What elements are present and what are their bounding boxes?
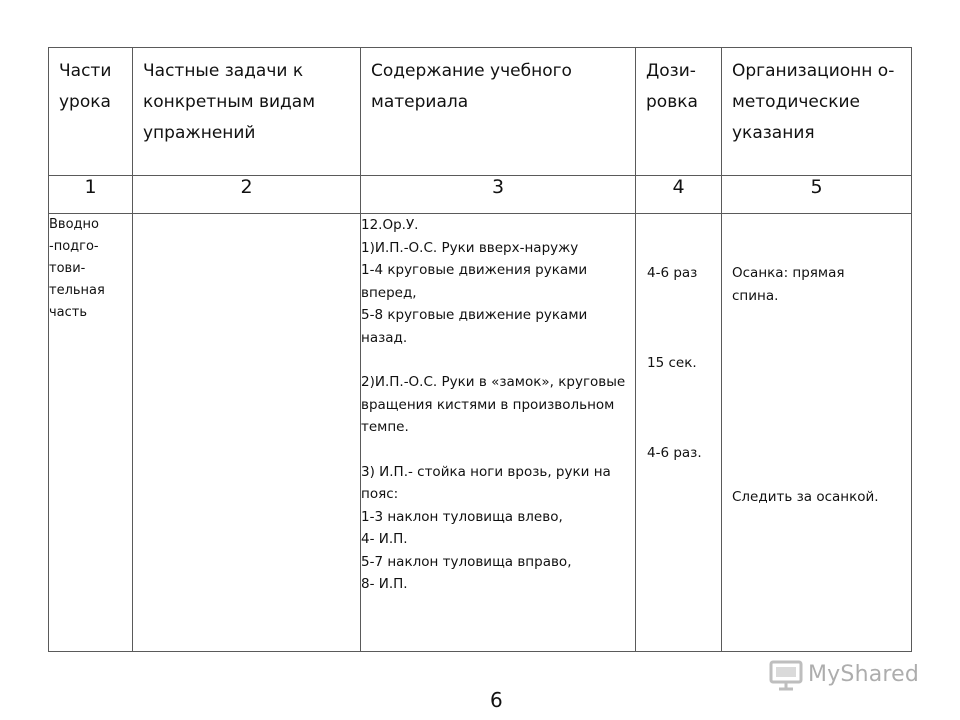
tasks-cell bbox=[133, 214, 361, 652]
part-line: часть bbox=[49, 305, 88, 320]
watermark-text: MyShared bbox=[808, 661, 920, 687]
column-number: 1 bbox=[49, 176, 133, 214]
page-number: 6 bbox=[490, 688, 503, 712]
presentation-screen-icon bbox=[768, 656, 804, 692]
header-cell bbox=[49, 48, 133, 176]
dosage-cell bbox=[636, 214, 722, 652]
column-number: 3 bbox=[361, 176, 636, 214]
content-line: 5-7 наклон туловища вправо, bbox=[361, 553, 572, 570]
header-content: Содержание учебного материала bbox=[371, 61, 572, 112]
dosage-value: 15 сек. bbox=[647, 355, 697, 371]
header-row bbox=[49, 48, 912, 176]
header-tasks: Частные задачи к конкретным видам упражнений bbox=[143, 61, 316, 143]
lesson-plan-table bbox=[48, 47, 912, 652]
part-line: Вводно bbox=[49, 217, 99, 232]
content-line: 2)И.П.-О.С. Руки в «замок», круговые вращения кистями в произвольном темпе. bbox=[361, 374, 626, 435]
header-part: Части урока bbox=[59, 61, 112, 112]
content-line: 8- И.П. bbox=[361, 576, 408, 592]
content-gap bbox=[361, 439, 635, 461]
column-number: 4 bbox=[636, 176, 722, 214]
column-number: 5 bbox=[722, 176, 912, 214]
content-line: 4- И.П. bbox=[361, 531, 408, 547]
table-row bbox=[49, 214, 912, 652]
content-line: 1-3 наклон туловища влево, bbox=[361, 508, 563, 525]
part-line: -подго- bbox=[49, 239, 99, 254]
notes-cell bbox=[722, 214, 912, 652]
column-number: 2 bbox=[133, 176, 361, 214]
header-cell bbox=[722, 48, 912, 176]
header-cell bbox=[636, 48, 722, 176]
dosage-value: 4-6 раз. bbox=[647, 445, 702, 461]
column-number-row bbox=[49, 176, 912, 214]
dosage-value: 4-6 раз bbox=[647, 265, 698, 281]
content-line: 12.Ор.У. bbox=[361, 217, 419, 233]
content-line: 1)И.П.-О.С. Руки вверх-наружу bbox=[361, 239, 579, 256]
part-cell bbox=[49, 214, 133, 652]
header-cell bbox=[133, 48, 361, 176]
content-gap bbox=[361, 349, 635, 371]
content-line: 5-8 круговые движение руками назад. bbox=[361, 307, 588, 346]
notes-text: Следить за осанкой. bbox=[732, 489, 879, 505]
header-cell bbox=[361, 48, 636, 176]
content-line: 3) И.П.- стойка ноги врозь, руки на пояс: bbox=[361, 463, 611, 502]
part-line: тови- bbox=[49, 261, 86, 276]
watermark bbox=[768, 656, 928, 692]
header-notes: Организационн о-методические указания bbox=[732, 61, 895, 143]
content-line: 1-4 круговые движения руками вперед, bbox=[361, 262, 588, 301]
notes-text: Осанка: прямая спина. bbox=[732, 265, 845, 304]
part-line: тельная bbox=[49, 283, 105, 298]
content-cell bbox=[361, 214, 636, 652]
header-dosage: Дози- ровка bbox=[646, 61, 698, 112]
